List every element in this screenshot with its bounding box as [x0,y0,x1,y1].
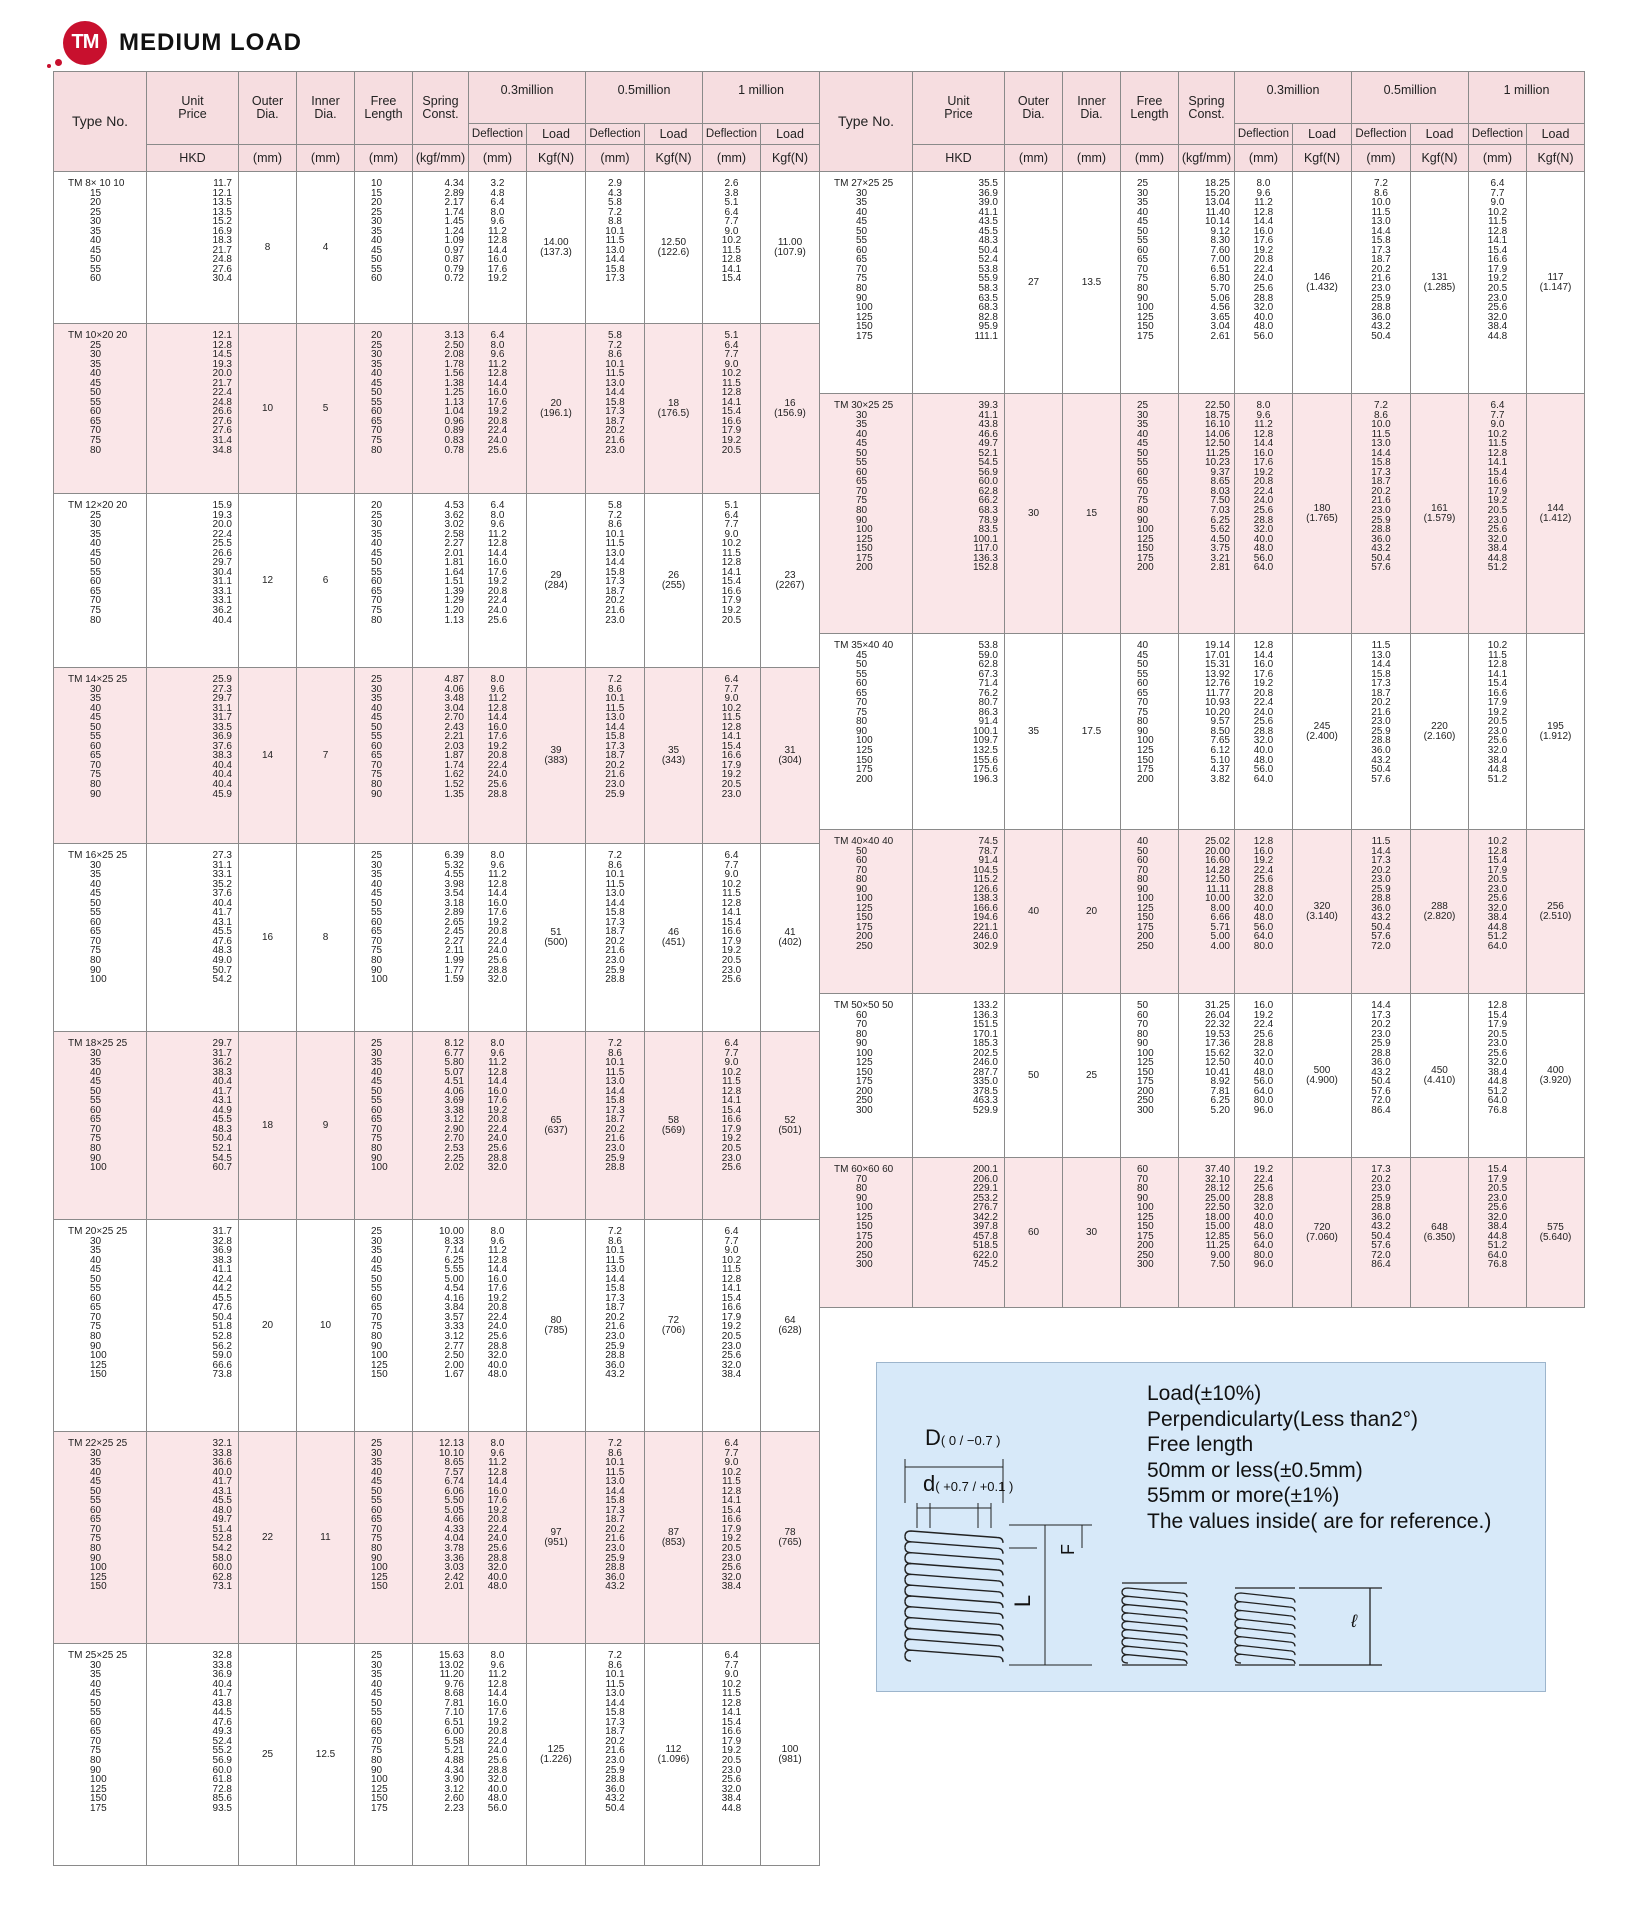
type-cell [54,1644,147,1866]
outer-dia-header: Outer Dia. [1005,72,1063,145]
outer-dia-cell: 8 [239,172,297,324]
type-number: TM 60×60 60 [834,1164,894,1175]
deflection-1-cell: 10.2 11.5 12.8 14.1 15.4 16.6 17.9 19.2 20.5 23.0 25.6 32.0 38.4 44.8 51.2 [1469,634,1527,830]
type-number: TM 30×25 25 [834,400,894,411]
free-length-cell: 20 25 30 35 40 45 50 55 60 65 70 75 80 [355,494,413,668]
load-05-cell: 87 (853) [645,1432,703,1644]
load-unit: Kgf(N) [645,145,703,172]
deflection-05-cell: 7.2 8.6 10.1 11.5 13.0 14.4 15.8 17.3 18.7 20.2 21.6 23.0 25.9 28.8 [586,1032,645,1220]
type-length-list: 50 60 70 80 90 100 125 150 175 200 250 [856,845,873,953]
spring-const-cell: 4.53 3.62 3.02 2.58 2.27 2.01 1.81 1.64 1.51 1.39 1.29 1.20 1.13 [413,494,469,668]
load-1-cell: 52 (501) [761,1032,820,1220]
free-length-label: L [1010,1594,1036,1608]
spring-type-row [54,494,820,668]
load-05-cell: 35 (343) [645,668,703,844]
outer-dia-cell: 16 [239,844,297,1032]
load-03-cell: 500 (4.900) [1293,994,1352,1158]
outer-dia-label: D( 0 / −0.7 ) [925,1425,1001,1450]
spring-const-header: Spring Const. [413,72,469,145]
deflection-header: Deflection [1352,124,1411,145]
free-length-cell: 10 15 20 25 30 35 40 45 50 55 60 [355,172,413,324]
load-05-cell: 18 (176.5) [645,324,703,494]
free-length-cell: 25 30 35 40 45 50 55 60 65 70 75 80 90 100 125 150 175 [355,1644,413,1866]
cycle-group-header-1: 0.3million [469,72,586,124]
spring-type-row [54,668,820,844]
load-header: Load [1527,124,1585,145]
spring-const-cell: 31.25 26.04 22.32 19.53 17.36 15.62 12.50 10.41 8.92 7.81 6.25 5.20 [1179,994,1235,1158]
deflection-03-cell: 12.8 16.0 19.2 22.4 25.6 28.8 32.0 40.0 48.0 56.0 64.0 80.0 [1235,830,1293,994]
unit-price-cell: 25.9 27.3 29.7 31.1 31.7 33.5 36.9 37.6 38.3 40.4 40.4 40.4 45.9 [147,668,239,844]
outer-dia-cell: 14 [239,668,297,844]
type-number: TM 16×25 25 [68,850,128,861]
type-length-list: 70 80 90 100 125 150 175 200 250 300 [856,1173,873,1271]
type-number: TM 12×20 20 [68,500,128,511]
deflection-03-cell: 16.0 19.2 22.4 25.6 28.8 32.0 40.0 48.0 56.0 64.0 80.0 96.0 [1235,994,1293,1158]
inner-dia-cell: 6 [297,494,355,668]
load-05-cell: 12.50 (122.6) [645,172,703,324]
type-number: TM 10×20 20 [68,330,128,341]
spec-notes [1147,1381,1491,1534]
outer-dia-cell: 22 [239,1432,297,1644]
deflection-05-cell: 5.8 7.2 8.6 10.1 11.5 13.0 14.4 15.8 17.3 18.7 20.2 21.6 23.0 [586,324,645,494]
load-05-cell: 288 (2.820) [1411,830,1469,994]
deflection-1-cell: 6.4 7.7 9.0 10.2 11.5 12.8 14.1 15.4 16.6 17.9 19.2 20.5 23.0 25.6 [703,844,761,1032]
deflection-1-cell: 6.4 7.7 9.0 10.2 11.5 12.8 14.1 15.4 16.6 17.9 19.2 20.5 23.0 25.6 32.0 38.4 44.8 [1469,172,1527,394]
load-1-cell: 256 (2.510) [1527,830,1585,994]
type-cell [820,1158,913,1308]
cycle-group-header-2: 0.5million [586,72,703,124]
free-length-cell: 50 60 70 80 90 100 125 150 175 200 250 300 [1121,994,1179,1158]
inner-dia-cell: 4 [297,172,355,324]
deflection-03-cell: 6.4 8.0 9.6 11.2 12.8 14.4 16.0 17.6 19.2 20.8 22.4 24.0 25.6 [469,494,527,668]
spring-const-cell: 8.12 6.77 5.80 5.07 4.51 4.06 3.69 3.38 3.12 2.90 2.70 2.53 2.25 2.02 [413,1032,469,1220]
free-length-cell: 60 70 80 90 100 125 150 175 200 250 300 [1121,1158,1179,1308]
load-03-cell: 29 (284) [527,494,586,668]
deflection-05-cell: 5.8 7.2 8.6 10.1 11.5 13.0 14.4 15.8 17.3 18.7 20.2 21.6 23.0 [586,494,645,668]
type-length-list: 30 35 40 45 50 55 60 65 70 75 80 90 100 125 150 175 [856,187,873,342]
spring-type-row [54,1432,820,1644]
load-03-cell: 125 (1.226) [527,1644,586,1866]
spring-const-unit: (kgf/mm) [1179,145,1235,172]
type-cell [820,634,913,830]
type-length-list: 25 30 35 40 45 50 55 60 65 70 75 80 [90,509,102,626]
load-05-cell: 26 (255) [645,494,703,668]
deflection-03-cell: 6.4 8.0 9.6 11.2 12.8 14.4 16.0 17.6 19.2 20.8 22.4 24.0 25.6 [469,324,527,494]
cycle-group-header-2: 0.5million [1352,72,1469,124]
outer-dia-cell: 27 [1005,172,1063,394]
inner-dia-unit: (mm) [297,145,355,172]
deflection-03-cell: 8.0 9.6 11.2 12.8 14.4 16.0 17.6 19.2 20.8 22.4 24.0 25.6 28.8 32.0 40.0 48.0 [469,1432,527,1644]
currency-header: HKD [147,145,239,172]
spring-const-cell: 25.02 20.00 16.60 14.28 12.50 11.11 10.00 8.00 6.66 5.71 5.00 4.00 [1179,830,1235,994]
type-cell [820,830,913,994]
type-number: TM 22×25 25 [68,1438,128,1449]
type-length-list: 30 35 40 45 50 55 60 65 70 75 80 90 100 125 150 175 [90,1659,107,1814]
spring-side-view [905,1531,1003,1662]
type-number: TM 18×25 25 [68,1038,128,1049]
type-length-list: 60 70 80 90 100 125 150 175 200 250 300 [856,1009,873,1117]
spring-const-cell: 22.50 18.75 16.10 14.06 12.50 11.25 10.23 9.37 8.65 8.03 7.50 7.03 6.25 5.62 4.50 3.75 3.21 2.81 [1179,394,1235,634]
load-1-cell: 195 (1.912) [1527,634,1585,830]
unit-price-cell: 74.5 78.7 91.4 104.5 115.2 126.6 138.3 166.6 194.6 221.1 246.0 302.9 [913,830,1005,994]
load-05-cell: 112 (1.096) [645,1644,703,1866]
load-03-cell: 20 (196.1) [527,324,586,494]
spring-type-row [54,844,820,1032]
deflection-05-cell: 7.2 8.6 10.1 11.5 13.0 14.4 15.8 17.3 18.7 20.2 21.6 23.0 25.9 28.8 36.0 43.2 50.4 [586,1644,645,1866]
spring-type-row [54,1032,820,1220]
type-length-list: 30 35 40 45 50 55 60 65 70 75 80 90 100 125 150 175 200 [856,409,873,574]
logo-text: TM [63,21,107,65]
load-1-cell: 23 (2267) [761,494,820,668]
deflection-05-cell: 17.3 20.2 23.0 25.9 28.8 36.0 43.2 50.4 57.6 72.0 86.4 [1352,1158,1411,1308]
spring-const-cell: 4.87 4.06 3.48 3.04 2.70 2.43 2.21 2.03 1.87 1.74 1.62 1.52 1.35 [413,668,469,844]
spring-const-cell: 18.25 15.20 13.04 11.40 10.14 9.12 8.30 7.60 7.00 6.51 6.80 5.70 5.06 4.56 3.65 3.04 2.61 [1179,172,1235,394]
free-length-cell: 25 30 35 40 45 50 55 60 65 70 75 80 90 100 [355,844,413,1032]
spec-notes-panel [876,1362,1546,1692]
deflection-1-cell: 6.4 7.7 9.0 10.2 11.5 12.8 14.1 15.4 16.6 17.9 19.2 20.5 23.0 25.6 32.0 38.4 44.8 51.2 [1469,394,1527,634]
load-1-cell: 400 (3.920) [1527,994,1585,1158]
deflection-03-cell: 8.0 9.6 11.2 12.8 14.4 16.0 17.6 19.2 20.8 22.4 24.0 25.6 28.8 32.0 [469,844,527,1032]
currency-header: HKD [913,145,1005,172]
free-length-cell: 25 30 35 40 45 50 55 60 65 70 75 80 90 100 125 150 [355,1220,413,1432]
deflection-1-cell: 6.4 7.7 9.0 10.2 11.5 12.8 14.1 15.4 16.6 17.9 19.2 20.5 23.0 25.6 32.0 38.4 [703,1220,761,1432]
wire-dia-label: d( +0.7 / +0.1 ) [923,1471,1014,1496]
deflection-1-cell: 6.4 7.7 9.0 10.2 11.5 12.8 14.1 15.4 16.6 17.9 19.2 20.5 23.0 [703,668,761,844]
load-header: Load [1293,124,1352,145]
inner-dia-cell: 11 [297,1432,355,1644]
spring-table-left [53,71,820,1866]
load-unit: Kgf(N) [1527,145,1585,172]
spring-const-cell: 15.63 13.02 11.20 9.76 8.68 7.81 7.10 6.51 6.00 5.58 5.21 4.88 4.34 3.90 3.12 2.60 2.23 [413,1644,469,1866]
deflection-unit: (mm) [586,145,645,172]
inner-dia-cell: 10 [297,1220,355,1432]
inner-dia-cell: 20 [1063,830,1121,994]
unit-price-cell: 29.7 31.7 36.2 38.3 40.4 41.7 43.1 44.9 45.5 48.3 50.4 52.1 54.5 60.7 [147,1032,239,1220]
inner-dia-header: Inner Dia. [1063,72,1121,145]
load-03-cell: 720 (7.060) [1293,1158,1352,1308]
load-03-cell: 97 (951) [527,1432,586,1644]
outer-dia-cell: 35 [1005,634,1063,830]
length-l-label: ℓ [1351,1611,1357,1631]
inner-dia-cell: 5 [297,324,355,494]
free-length-cell: 25 30 35 40 45 50 55 60 65 70 75 80 90 100 125 150 175 200 [1121,394,1179,634]
unit-price-cell: 15.9 19.3 20.0 22.4 25.5 26.6 29.7 30.4 31.1 33.1 33.1 36.2 40.4 [147,494,239,668]
free-length-cell: 25 30 35 40 45 50 55 60 65 70 75 80 90 100 125 150 [355,1432,413,1644]
deflection-05-cell: 7.2 8.6 10.0 11.5 13.0 14.4 15.8 17.3 18.7 20.2 21.6 23.0 25.9 28.8 36.0 43.2 50.4 [1352,172,1411,394]
type-number: TM 20×25 25 [68,1226,128,1237]
load-03-cell: 320 (3.140) [1293,830,1352,994]
outer-dia-cell: 40 [1005,830,1063,994]
type-cell [54,172,147,324]
deflection-header: Deflection [703,124,761,145]
spring-type-row [54,324,820,494]
load-03-cell: 146 (1.432) [1293,172,1352,394]
load-1-cell: 11.00 (107.9) [761,172,820,324]
load-05-cell: 220 (2.160) [1411,634,1469,830]
type-length-list: 15 20 25 30 35 40 45 50 55 60 [90,187,102,285]
type-cell [54,324,147,494]
note-line: 50mm or less(±0.5mm) [1147,1458,1363,1482]
spring-type-row [820,172,1585,394]
type-cell [820,172,913,394]
inner-dia-cell: 7 [297,668,355,844]
outer-dia-cell: 25 [239,1644,297,1866]
deflection-1-cell: 12.8 15.4 17.9 20.5 23.0 25.6 32.0 38.4 44.8 51.2 64.0 76.8 [1469,994,1527,1158]
unit-price-cell: 27.3 31.1 33.1 35.2 37.6 40.4 41.7 43.1 45.5 47.6 48.3 49.0 50.7 54.2 [147,844,239,1032]
spring-const-cell: 6.39 5.32 4.55 3.98 3.54 3.18 2.89 2.65 2.45 2.27 2.11 1.99 1.77 1.59 [413,844,469,1032]
note-line: 55mm or more(±1%) [1147,1484,1340,1507]
inner-dia-unit: (mm) [1063,145,1121,172]
outer-dia-cell: 10 [239,324,297,494]
note-line: Perpendicularty(Less than2°) [1147,1407,1419,1431]
outer-dia-cell: 20 [239,1220,297,1432]
spring-type-row [820,634,1585,830]
deflection-1-cell: 6.4 7.7 9.0 10.2 11.5 12.8 14.1 15.4 16.6 17.9 19.2 20.5 23.0 25.6 32.0 38.4 44.8 [703,1644,761,1866]
free-length-header: Free Length [355,72,413,145]
type-cell [54,1032,147,1220]
load-unit: Kgf(N) [761,145,820,172]
load-1-cell: 575 (5.640) [1527,1158,1585,1308]
unit-price-cell: 53.8 59.0 62.8 67.3 71.4 76.2 80.7 86.3 91.4 100.1 109.7 132.5 155.6 175.6 196.3 [913,634,1005,830]
spring-type-row [820,994,1585,1158]
type-cell [54,668,147,844]
type-cell [820,394,913,634]
free-length-unit: (mm) [1121,145,1179,172]
load-header: Load [527,124,586,145]
outer-dia-cell: 60 [1005,1158,1063,1308]
deflection-header: Deflection [1469,124,1527,145]
type-cell [54,1432,147,1644]
load-1-cell: 16 (156.9) [761,324,820,494]
free-length-header: Free Length [1121,72,1179,145]
deflection-03-cell: 8.0 9.6 11.2 12.8 14.4 16.0 17.6 19.2 20.8 22.4 24.0 25.6 28.8 32.0 40.0 48.0 56.0 [469,1644,527,1866]
free-length-cell: 25 30 35 40 45 50 55 60 65 70 75 80 90 100 125 150 175 [1121,172,1179,394]
inner-dia-cell: 8 [297,844,355,1032]
load-unit: Kgf(N) [1293,145,1352,172]
spring-type-row [54,172,820,324]
deflection-03-cell: 8.0 9.6 11.2 12.8 14.4 16.0 17.6 19.2 20.8 22.4 24.0 25.6 28.8 32.0 [469,1032,527,1220]
type-cell [54,844,147,1032]
deflection-05-cell: 7.2 8.6 10.1 11.5 13.0 14.4 15.8 17.3 18.7 20.2 21.6 23.0 25.9 [586,668,645,844]
free-length-cell: 40 45 50 55 60 65 70 75 80 90 100 125 150 175 200 [1121,634,1179,830]
deflection-unit: (mm) [1469,145,1527,172]
load-05-cell: 450 (4.410) [1411,994,1469,1158]
note-line: Load(±10%) [1147,1382,1262,1405]
deflection-03-cell: 8.0 9.6 11.2 12.8 14.4 16.0 17.6 19.2 20.8 22.4 24.0 25.6 28.8 32.0 40.0 48.0 [469,1220,527,1432]
type-length-list: 30 35 40 45 50 55 60 65 70 75 80 90 [90,683,102,800]
deflection-03-cell: 8.0 9.6 11.2 12.8 14.4 16.0 17.6 19.2 20.8 22.4 24.0 25.6 28.8 [469,668,527,844]
load-03-cell: 180 (1.765) [1293,394,1352,634]
load-1-cell: 78 (765) [761,1432,820,1644]
unit-price-cell: 200.1 206.0 229.1 253.2 276.7 342.2 397.8 457.8 518.5 622.0 745.2 [913,1158,1005,1308]
free-length-cell: 25 30 35 40 45 50 55 60 65 70 75 80 90 [355,668,413,844]
deflection-1-cell: 15.4 17.9 20.5 23.0 25.6 32.0 38.4 44.8 51.2 64.0 76.8 [1469,1158,1527,1308]
unit-price-cell: 133.2 136.3 151.5 170.1 185.3 202.5 246.0 287.7 335.0 378.5 463.3 529.9 [913,994,1005,1158]
unit-price-header: Unit Price [147,72,239,145]
deflection-1-cell: 2.6 3.8 5.1 6.4 7.7 9.0 10.2 11.5 12.8 14.1 15.4 [703,172,761,324]
free-length-cell: 40 50 60 70 80 90 100 125 150 175 200 250 [1121,830,1179,994]
deflection-05-cell: 2.9 4.3 5.8 7.2 8.8 10.1 11.5 13.0 14.4 15.8 17.3 [586,172,645,324]
type-cell [54,494,147,668]
spring-type-row [820,830,1585,994]
page-header [55,15,302,70]
deflection-unit: (mm) [703,145,761,172]
spring-const-unit: (kgf/mm) [413,145,469,172]
deflection-05-cell: 7.2 8.6 10.1 11.5 13.0 14.4 15.8 17.3 18.7 20.2 21.6 23.0 25.9 28.8 36.0 43.2 [586,1432,645,1644]
load-1-cell: 144 (1.412) [1527,394,1585,634]
type-length-list: 30 35 40 45 50 55 60 65 70 75 80 90 100 [90,859,107,986]
spring-const-cell: 4.34 2.89 2.17 1.74 1.45 1.24 1.09 0.97 0.87 0.79 0.72 [413,172,469,324]
outer-dia-cell: 30 [1005,394,1063,634]
load-03-cell: 51 (500) [527,844,586,1032]
type-length-list: 30 35 40 45 50 55 60 65 70 75 80 90 100 125 150 [90,1235,107,1381]
spring-const-cell: 3.13 2.50 2.08 1.78 1.56 1.38 1.25 1.13 1.04 0.96 0.89 0.83 0.78 [413,324,469,494]
inner-dia-cell: 30 [1063,1158,1121,1308]
load-03-cell: 65 (637) [527,1032,586,1220]
type-no-header: Type No. [820,72,913,172]
load-05-cell: 58 (569) [645,1032,703,1220]
type-number: TM 8× 10 10 [68,178,125,189]
spring-type-row [820,1158,1585,1308]
deflection-1-cell: 5.1 6.4 7.7 9.0 10.2 11.5 12.8 14.1 15.4 16.6 17.9 19.2 20.5 [703,494,761,668]
load-header: Load [645,124,703,145]
deflection-1-cell: 10.2 12.8 15.4 17.9 20.5 23.0 25.6 32.0 38.4 44.8 51.2 64.0 [1469,830,1527,994]
type-no-header: Type No. [54,72,147,172]
unit-price-cell: 39.3 41.1 43.8 46.6 49.7 52.1 54.5 56.9 60.0 62.8 66.2 68.3 78.9 83.5 100.1 117.0 136.3 152.8 [913,394,1005,634]
load-1-cell: 100 (981) [761,1644,820,1866]
load-05-cell: 72 (706) [645,1220,703,1432]
deflection-unit: (mm) [1235,145,1293,172]
type-number: TM 50×50 50 [834,1000,894,1011]
compressed-spring-views [1122,1583,1382,1665]
deflection-1-cell: 6.4 7.7 9.0 10.2 11.5 12.8 14.1 15.4 16.6 17.9 19.2 20.5 23.0 25.6 [703,1032,761,1220]
load-05-cell: 648 (6.350) [1411,1158,1469,1308]
type-length-list: 30 35 40 45 50 55 60 65 70 75 80 90 100 125 150 [90,1447,107,1593]
outer-dia-unit: (mm) [239,145,297,172]
unit-price-cell: 32.1 33.8 36.6 40.0 41.7 43.1 45.5 48.0 49.7 51.4 52.8 54.2 58.0 60.0 62.8 73.1 [147,1432,239,1644]
load-header: Load [761,124,820,145]
spring-type-row [54,1644,820,1866]
deflection-header: Deflection [469,124,527,145]
unit-price-cell: 31.7 32.8 36.9 38.3 41.1 42.4 44.2 45.5 47.6 50.4 51.8 52.8 56.2 59.0 66.6 73.8 [147,1220,239,1432]
load-05-cell: 46 (451) [645,844,703,1032]
load-header: Load [1411,124,1469,145]
deflection-05-cell: 14.4 17.3 20.2 23.0 25.9 28.8 36.0 43.2 50.4 57.6 72.0 86.4 [1352,994,1411,1158]
deflection-03-cell: 8.0 9.6 11.2 12.8 14.4 16.0 17.6 19.2 20.8 22.4 24.0 25.6 28.8 32.0 40.0 48.0 56.0 64.0 [1235,394,1293,634]
outer-dia-cell: 18 [239,1032,297,1220]
load-03-cell: 39 (383) [527,668,586,844]
load-03-cell: 80 (785) [527,1220,586,1432]
load-1-cell: 31 (304) [761,668,820,844]
inner-dia-cell: 12.5 [297,1644,355,1866]
deflection-03-cell: 8.0 9.6 11.2 12.8 14.4 16.0 17.6 19.2 20.8 22.4 24.0 25.6 28.8 32.0 40.0 48.0 56.0 [1235,172,1293,394]
deflection-unit: (mm) [1352,145,1411,172]
note-line: The values inside( are for reference.) [1147,1509,1492,1533]
load-unit: Kgf(N) [1411,145,1469,172]
deflection-05-cell: 11.5 13.0 14.4 15.8 17.3 18.7 20.2 21.6 23.0 25.9 28.8 36.0 43.2 50.4 57.6 [1352,634,1411,830]
deflection-05-cell: 7.2 8.6 10.1 11.5 13.0 14.4 15.8 17.3 18.7 20.2 21.6 23.0 25.9 28.8 36.0 43.2 [586,1220,645,1432]
unit-price-cell: 11.7 12.1 13.5 13.5 15.2 16.9 18.3 21.7 24.8 27.6 30.4 [147,172,239,324]
inner-dia-cell: 25 [1063,994,1121,1158]
free-length-unit: (mm) [355,145,413,172]
outer-dia-cell: 50 [1005,994,1063,1158]
spring-type-row [54,1220,820,1432]
type-number: TM 35×40 40 [834,640,894,651]
type-number: TM 40×40 40 [834,836,894,847]
deflection-header: Deflection [1235,124,1293,145]
unit-price-cell: 35.5 36.9 39.0 41.1 43.5 45.5 48.3 50.4 52.4 53.8 55.9 58.3 63.5 68.3 82.8 95.9 111.1 [913,172,1005,394]
type-length-list: 25 30 35 40 45 50 55 60 65 70 75 80 [90,339,102,456]
type-length-list: 45 50 55 60 65 70 75 80 90 100 125 150 175 200 [856,649,873,785]
spring-table-right [819,71,1585,1308]
cycle-group-header-1: 0.3million [1235,72,1352,124]
deflection-header: Deflection [586,124,645,145]
outer-dia-header: Outer Dia. [239,72,297,145]
type-number: TM 14×25 25 [68,674,128,685]
unit-price-header: Unit Price [913,72,1005,145]
deflection-label: F [1058,1544,1078,1555]
deflection-1-cell: 5.1 6.4 7.7 9.0 10.2 11.5 12.8 14.1 15.4 16.6 17.9 19.2 20.5 [703,324,761,494]
spring-const-cell: 19.14 17.01 15.31 13.92 12.76 11.77 10.93 10.20 9.57 8.50 7.65 6.12 5.10 4.37 3.82 [1179,634,1235,830]
unit-price-cell: 12.1 12.8 14.5 19.3 20.0 21.7 22.4 24.8 26.6 27.6 27.6 31.4 34.8 [147,324,239,494]
type-cell [820,994,913,1158]
deflection-05-cell: 7.2 8.6 10.1 11.5 13.0 14.4 15.8 17.3 18.7 20.2 21.6 23.0 25.9 28.8 [586,844,645,1032]
page-title: MEDIUM LOAD [119,28,302,56]
outer-dia-unit: (mm) [1005,145,1063,172]
deflection-03-cell: 3.2 4.8 6.4 8.0 9.6 11.2 12.8 14.4 16.0 17.6 19.2 [469,172,527,324]
deflection-1-cell: 6.4 7.7 9.0 10.2 11.5 12.8 14.1 15.4 16.6 17.9 19.2 20.5 23.0 25.6 32.0 38.4 [703,1432,761,1644]
tm-logo [55,17,107,69]
spring-const-cell: 37.40 32.10 28.12 25.00 22.50 18.00 15.00 12.85 11.25 9.00 7.50 [1179,1158,1235,1308]
cycle-group-header-3: 1 million [1469,72,1585,124]
spring-const-cell: 12.13 10.10 8.65 7.57 6.74 6.06 5.50 5.05 4.66 4.33 4.04 3.78 3.36 3.03 2.42 2.01 [413,1432,469,1644]
free-length-cell: 20 25 30 35 40 45 50 55 60 65 70 75 80 [355,324,413,494]
load-05-cell: 161 (1.579) [1411,394,1469,634]
load-1-cell: 41 (402) [761,844,820,1032]
deflection-05-cell: 7.2 8.6 10.0 11.5 13.0 14.4 15.8 17.3 18.7 20.2 21.6 23.0 25.9 28.8 36.0 43.2 50.4 57.6 [1352,394,1411,634]
type-cell [54,1220,147,1432]
load-1-cell: 64 (628) [761,1220,820,1432]
type-number: TM 27×25 25 [834,178,894,189]
load-unit: Kgf(N) [527,145,586,172]
outer-dia-cell: 12 [239,494,297,668]
deflection-03-cell: 12.8 14.4 16.0 17.6 19.2 20.8 22.4 24.0 25.6 28.8 32.0 40.0 48.0 56.0 64.0 [1235,634,1293,830]
spring-const-cell: 10.00 8.33 7.14 6.25 5.55 5.00 4.54 4.16 3.84 3.57 3.33 3.12 2.77 2.50 2.00 1.67 [413,1220,469,1432]
inner-dia-cell: 15 [1063,394,1121,634]
type-number: TM 25×25 25 [68,1650,128,1661]
load-05-cell: 131 (1.285) [1411,172,1469,394]
cycle-group-header-3: 1 million [703,72,820,124]
deflection-unit: (mm) [469,145,527,172]
inner-dia-cell: 13.5 [1063,172,1121,394]
inner-dia-cell: 17.5 [1063,634,1121,830]
load-1-cell: 117 (1.147) [1527,172,1585,394]
load-03-cell: 14.00 (137.3) [527,172,586,324]
deflection-03-cell: 19.2 22.4 25.6 28.8 32.0 40.0 48.0 56.0 64.0 80.0 96.0 [1235,1158,1293,1308]
inner-dia-cell: 9 [297,1032,355,1220]
deflection-05-cell: 11.5 14.4 17.3 20.2 23.0 25.9 28.8 36.0 43.2 50.4 57.6 72.0 [1352,830,1411,994]
type-length-list: 30 35 40 45 50 55 60 65 70 75 80 90 100 [90,1047,107,1174]
spring-const-header: Spring Const. [1179,72,1235,145]
free-length-cell: 25 30 35 40 45 50 55 60 65 70 75 80 90 100 [355,1032,413,1220]
note-line: Free length [1147,1433,1254,1456]
load-03-cell: 245 (2.400) [1293,634,1352,830]
inner-dia-header: Inner Dia. [297,72,355,145]
unit-price-cell: 32.8 33.8 36.9 40.4 41.7 43.8 44.5 47.6 49.3 52.4 55.2 56.9 60.0 61.8 72.8 85.6 93.5 [147,1644,239,1866]
spring-type-row [820,394,1585,634]
